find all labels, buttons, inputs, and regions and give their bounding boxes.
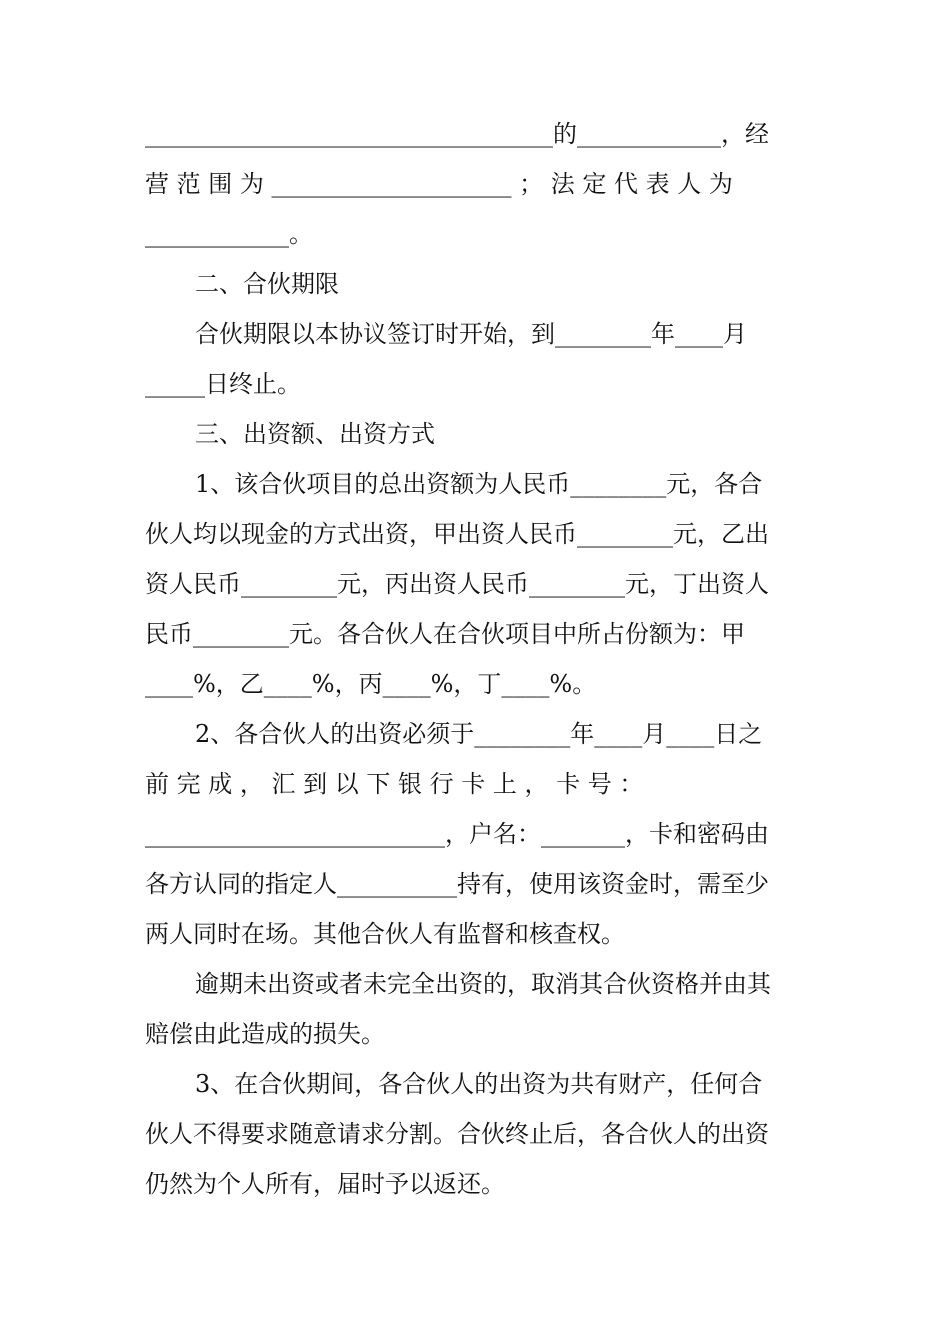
text-line-1: __________________________________的____________，经 [145, 120, 769, 148]
text-line-21: 伙人不得要求随意请求分割。合伙终止后，各合伙人的出资 [145, 1120, 769, 1148]
text-line-17: 两人同时在场。其他合伙人有监督和核查权。 [145, 920, 625, 948]
text-line-20: 3、在合伙期间，各合伙人的出资为共有财产，任何合 [195, 1070, 763, 1098]
text-line-12: ____%，乙____%，丙____%，丁____%。 [145, 670, 597, 698]
text-line-10: 资人民币________元，丙出资人民币________元，丁出资人 [145, 570, 769, 598]
section-heading-3: 三、出资额、出资方式 [195, 420, 435, 448]
text-line-19: 赔偿由此造成的损失。 [145, 1020, 385, 1048]
text-line-16: 各方认同的指定人__________持有，使用该资金时，需至少 [145, 870, 769, 898]
text-line-2: 营 范 围 为 ____________________ ； 法 定 代 表 人 为 [145, 170, 733, 198]
text-line-11: 民币________元。各合伙人在合伙项目中所占份额为：甲 [145, 620, 745, 648]
text-line-9: 伙人均以现金的方式出资，甲出资人民币________元，乙出 [145, 520, 769, 548]
text-line-5: 合伙期限以本协议签订时开始，到________年____月 [195, 320, 747, 348]
text-line-13: 2、各合伙人的出资必须于________年____月____日之 [195, 720, 763, 748]
section-heading-2: 二、合伙期限 [195, 270, 339, 298]
text-line-15: _________________________，户名：_______，卡和密码由 [145, 820, 769, 848]
text-line-14: 前 完 成 ， 汇 到 以 下 银 行 卡 上 ， 卡 号 ： [145, 770, 644, 798]
text-line-8: 1、该合伙项目的总出资额为人民币________元，各合 [195, 470, 763, 498]
text-line-18: 逾期未出资或者未完全出资的，取消其合伙资格并由其 [195, 970, 771, 998]
text-line-3: ____________。 [145, 220, 313, 248]
text-line-6: _____日终止。 [145, 370, 301, 398]
text-line-22: 仍然为个人所有，届时予以返还。 [145, 1170, 505, 1198]
